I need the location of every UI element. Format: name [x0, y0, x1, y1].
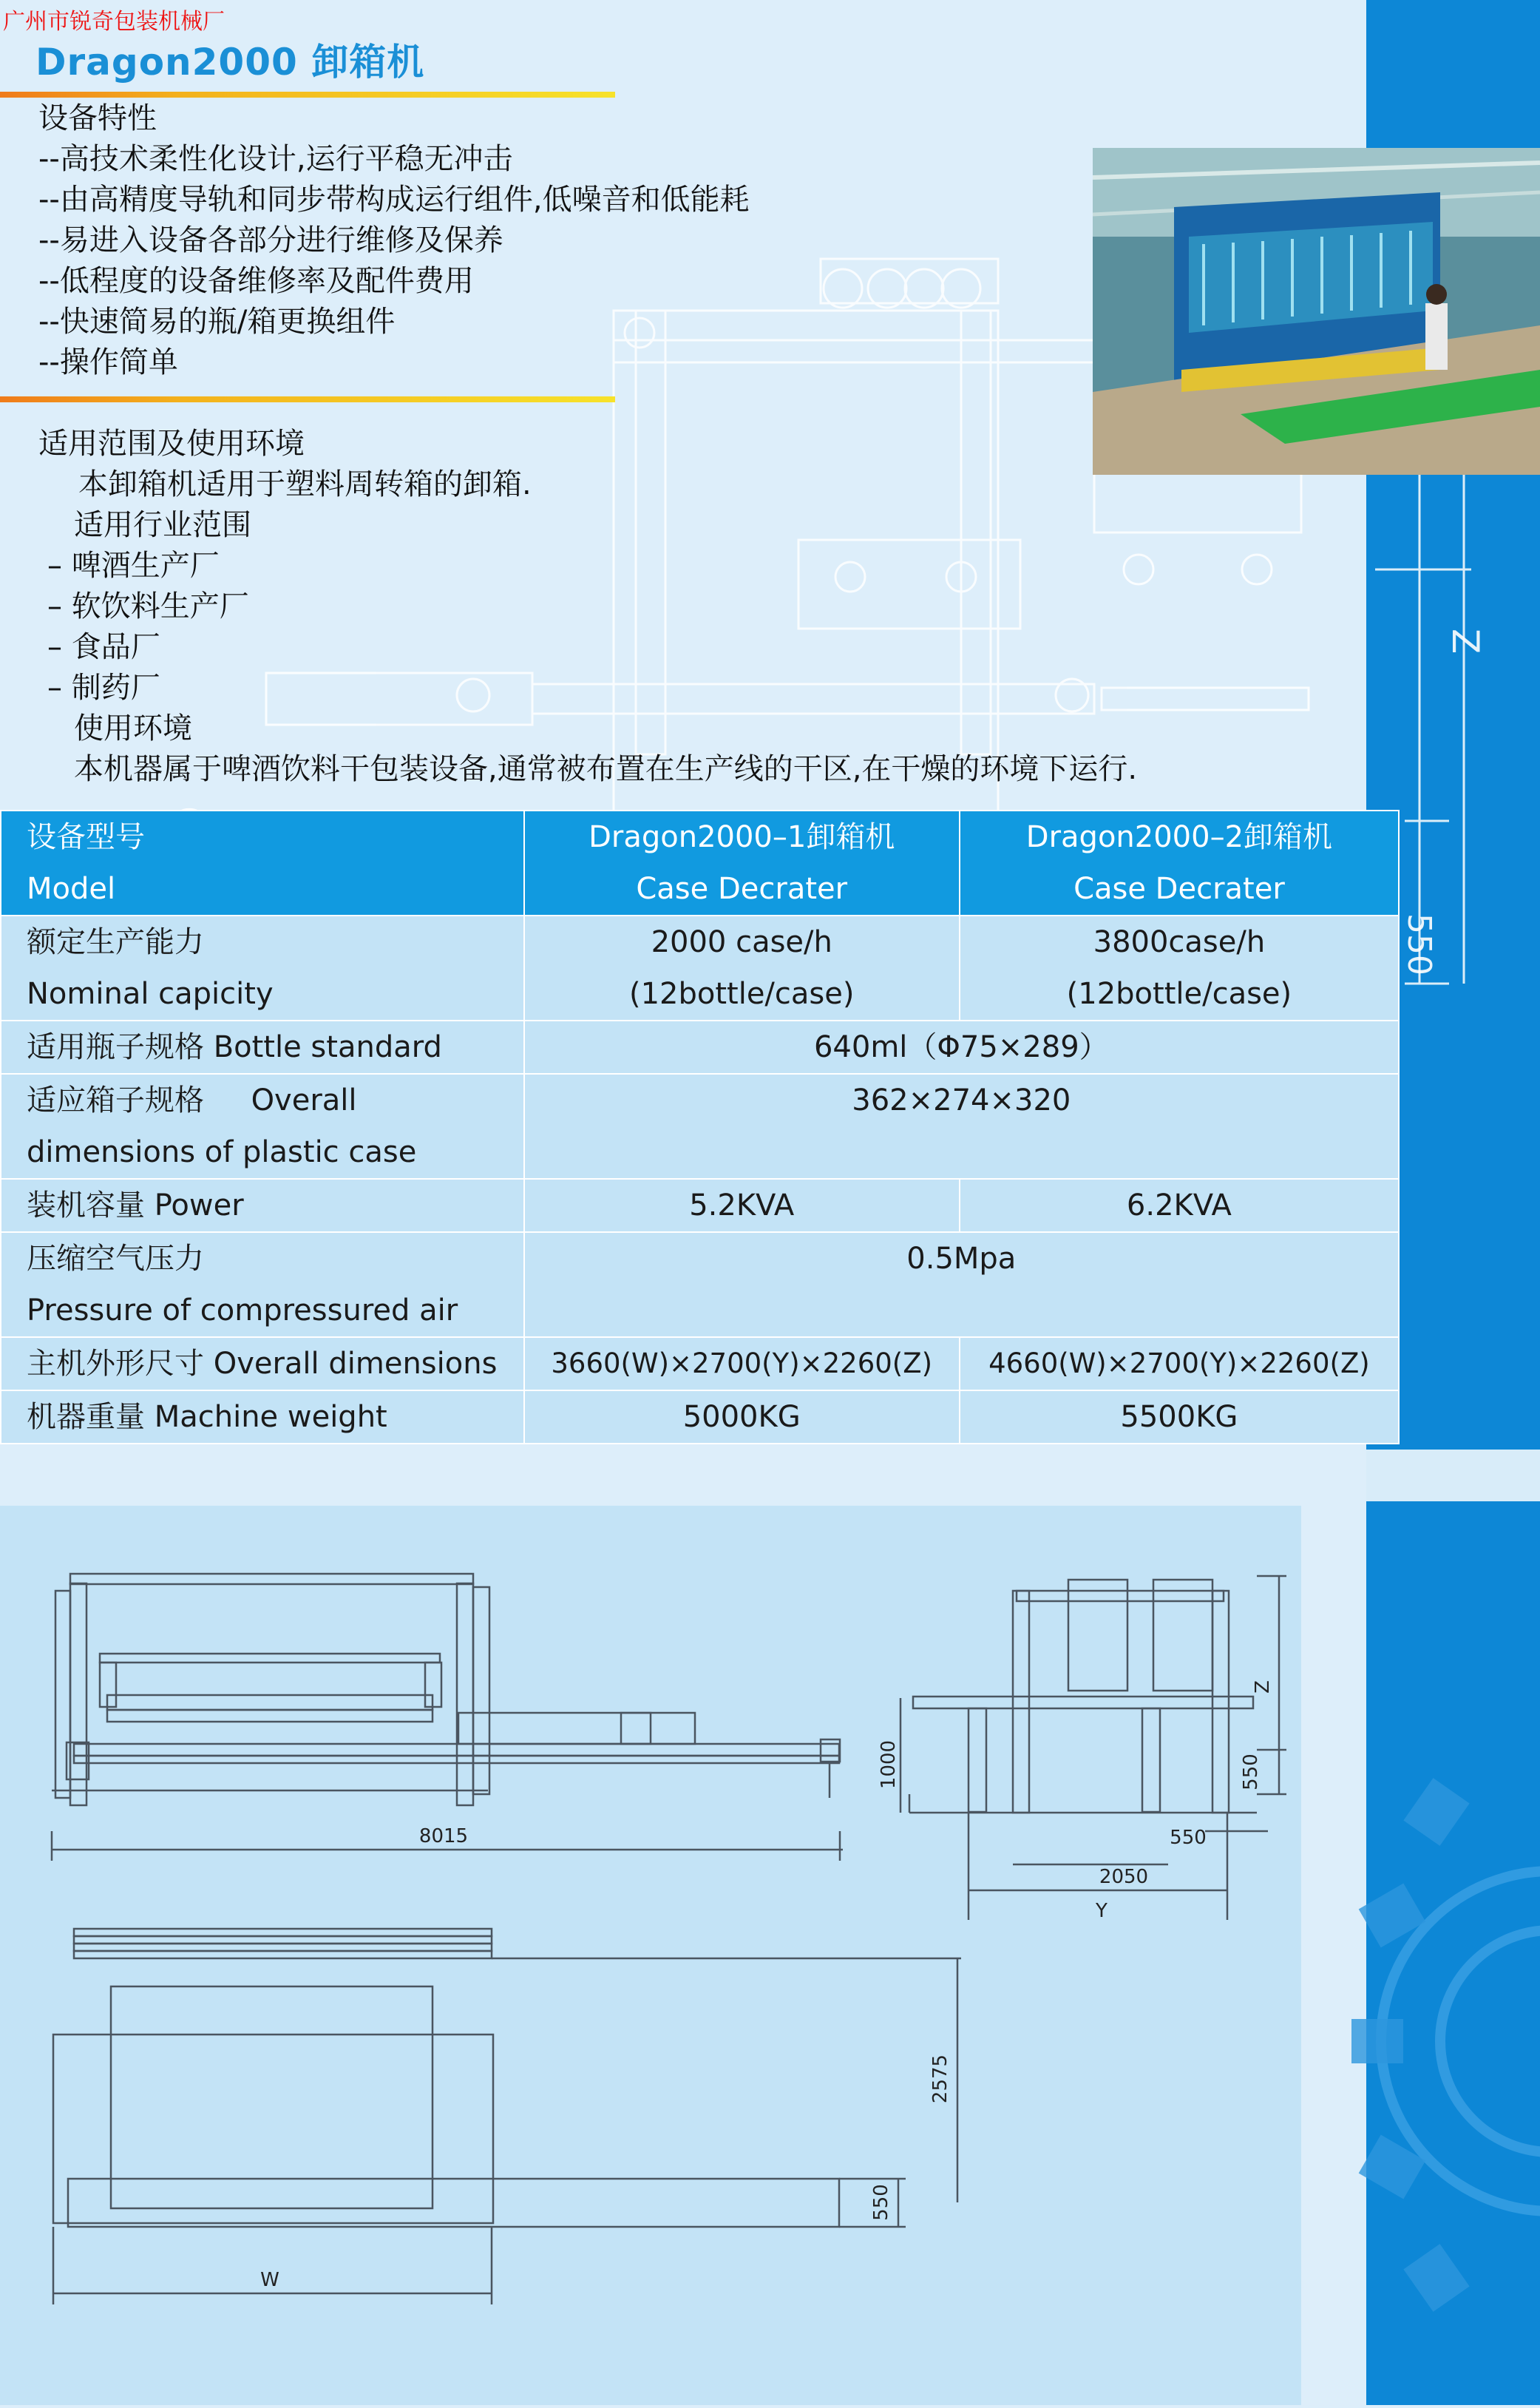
industry-item: – 啤酒生产厂	[47, 549, 220, 583]
bottle-value: 640ml（Φ75×289）	[524, 1021, 1399, 1074]
air-value: 0.5Mpa	[524, 1232, 1399, 1337]
capacity-model-1	[524, 916, 960, 1021]
background-z-label: Z	[1444, 629, 1487, 655]
header-model-label	[1, 811, 524, 916]
table-row	[1, 1337, 1399, 1390]
dim-plan-w: W	[260, 2269, 279, 2291]
feature-item: --易进入设备各部分进行维修及保养	[38, 223, 503, 257]
machine-photo	[1093, 148, 1540, 475]
application-section	[38, 424, 1137, 790]
feature-item: --操作简单	[38, 345, 178, 379]
industry-item: – 食品厂	[47, 630, 160, 664]
header-model-label-en: Model	[27, 872, 116, 906]
power-model-2: 6.2KVA	[960, 1179, 1399, 1232]
power-model-1: 5.2KVA	[524, 1179, 960, 1232]
features-divider	[0, 396, 615, 402]
header-model-2-en: Case Decrater	[1073, 872, 1285, 906]
industry-item: – 软饮料生产厂	[47, 589, 249, 623]
dim-front-550-horizontal: 550	[1170, 1827, 1207, 1849]
spec-table	[0, 810, 1400, 1444]
weight-label: 机器重量 Machine weight	[1, 1390, 524, 1444]
table-row	[1, 1074, 1399, 1179]
feature-item: --快速简易的瓶/箱更换组件	[38, 305, 396, 339]
dims-model-2: 4660(W)×2700(Y)×2260(Z)	[960, 1337, 1399, 1390]
air-label-en: Pressure of compressured air	[27, 1293, 458, 1328]
table-row	[1, 1021, 1399, 1074]
air-label	[1, 1232, 524, 1337]
header-model-2	[960, 811, 1399, 916]
environment-heading: 使用环境	[74, 711, 192, 745]
application-heading: 适用范围及使用环境	[38, 427, 305, 461]
feature-item: --高技术柔性化设计,运行平稳无冲击	[38, 142, 513, 176]
industry-item: – 制药厂	[47, 671, 160, 705]
page-title: Dragon2000 卸箱机	[35, 41, 425, 84]
dim-front-y: Y	[1096, 1900, 1107, 1922]
table-row	[1, 916, 1399, 1021]
right-band-gap	[1366, 1450, 1540, 1501]
dims-model-1: 3660(W)×2700(Y)×2260(Z)	[524, 1337, 960, 1390]
gear-decoration	[1366, 1775, 1540, 2405]
case-label-line-2: dimensions of plastic case	[27, 1135, 417, 1169]
header-model-2-cn: Dragon2000–2卸箱机	[1025, 820, 1333, 854]
header-model-1-cn: Dragon2000–1卸箱机	[588, 820, 895, 854]
capacity-model-2-rate: 3800case/h	[1093, 925, 1266, 959]
features-section	[38, 98, 750, 383]
table-row	[1, 1179, 1399, 1232]
background-550-label: 550	[1400, 913, 1438, 975]
capacity-label-en: Nominal capicity	[27, 977, 274, 1011]
title-divider	[0, 92, 615, 98]
capacity-label-cn: 额定生产能力	[27, 925, 204, 959]
table-row	[1, 1232, 1399, 1337]
industry-heading: 适用行业范围	[74, 508, 251, 542]
capacity-model-2-unit: (12bottle/case)	[1066, 977, 1292, 1011]
dim-side-length: 8015	[418, 1825, 469, 1847]
capacity-model-2	[960, 916, 1399, 1021]
technical-drawing-panel	[0, 1506, 1301, 2405]
feature-item: --由高精度导轨和同步带构成运行组件,低噪音和低能耗	[38, 183, 750, 217]
weight-model-2: 5500KG	[960, 1390, 1399, 1444]
dims-label: 主机外形尺寸 Overall dimensions	[1, 1337, 524, 1390]
feature-item: --低程度的设备维修率及配件费用	[38, 264, 474, 298]
header-model-label-cn: 设备型号	[27, 820, 145, 854]
bottle-label: 适用瓶子规格 Bottle standard	[1, 1021, 524, 1074]
dim-front-width: 2050	[1099, 1866, 1149, 1888]
capacity-model-1-unit: (12bottle/case)	[628, 977, 855, 1011]
company-name: 广州市锐奇包装机械厂	[3, 9, 225, 35]
capacity-label	[1, 916, 524, 1021]
capacity-model-1-rate: 2000 case/h	[651, 925, 832, 959]
features-heading: 设备特性	[38, 101, 157, 135]
application-line: 本卸箱机适用于塑料周转箱的卸箱.	[78, 467, 532, 501]
dim-plan-height: 2575	[929, 2054, 952, 2104]
header-model-1-en: Case Decrater	[636, 872, 848, 906]
case-label-line-1: 适应箱子规格 Overall	[27, 1083, 357, 1117]
table-row	[1, 1390, 1399, 1444]
dim-plan-550: 550	[870, 2184, 892, 2221]
header-model-1	[524, 811, 960, 916]
dim-front-550-vertical: 550	[1240, 1753, 1262, 1790]
weight-model-1: 5000KG	[524, 1390, 960, 1444]
power-label: 装机容量 Power	[1, 1179, 524, 1232]
table-header-row	[1, 811, 1399, 916]
case-label	[1, 1074, 524, 1179]
dim-front-height: 1000	[878, 1739, 900, 1790]
dim-front-z: Z	[1252, 1680, 1274, 1694]
case-value: 362×274×320	[524, 1074, 1399, 1179]
environment-text: 本机器属于啤酒饮料干包装设备,通常被布置在生产线的干区,在干燥的环境下运行.	[74, 752, 1138, 786]
air-label-cn: 压缩空气压力	[27, 1242, 204, 1276]
